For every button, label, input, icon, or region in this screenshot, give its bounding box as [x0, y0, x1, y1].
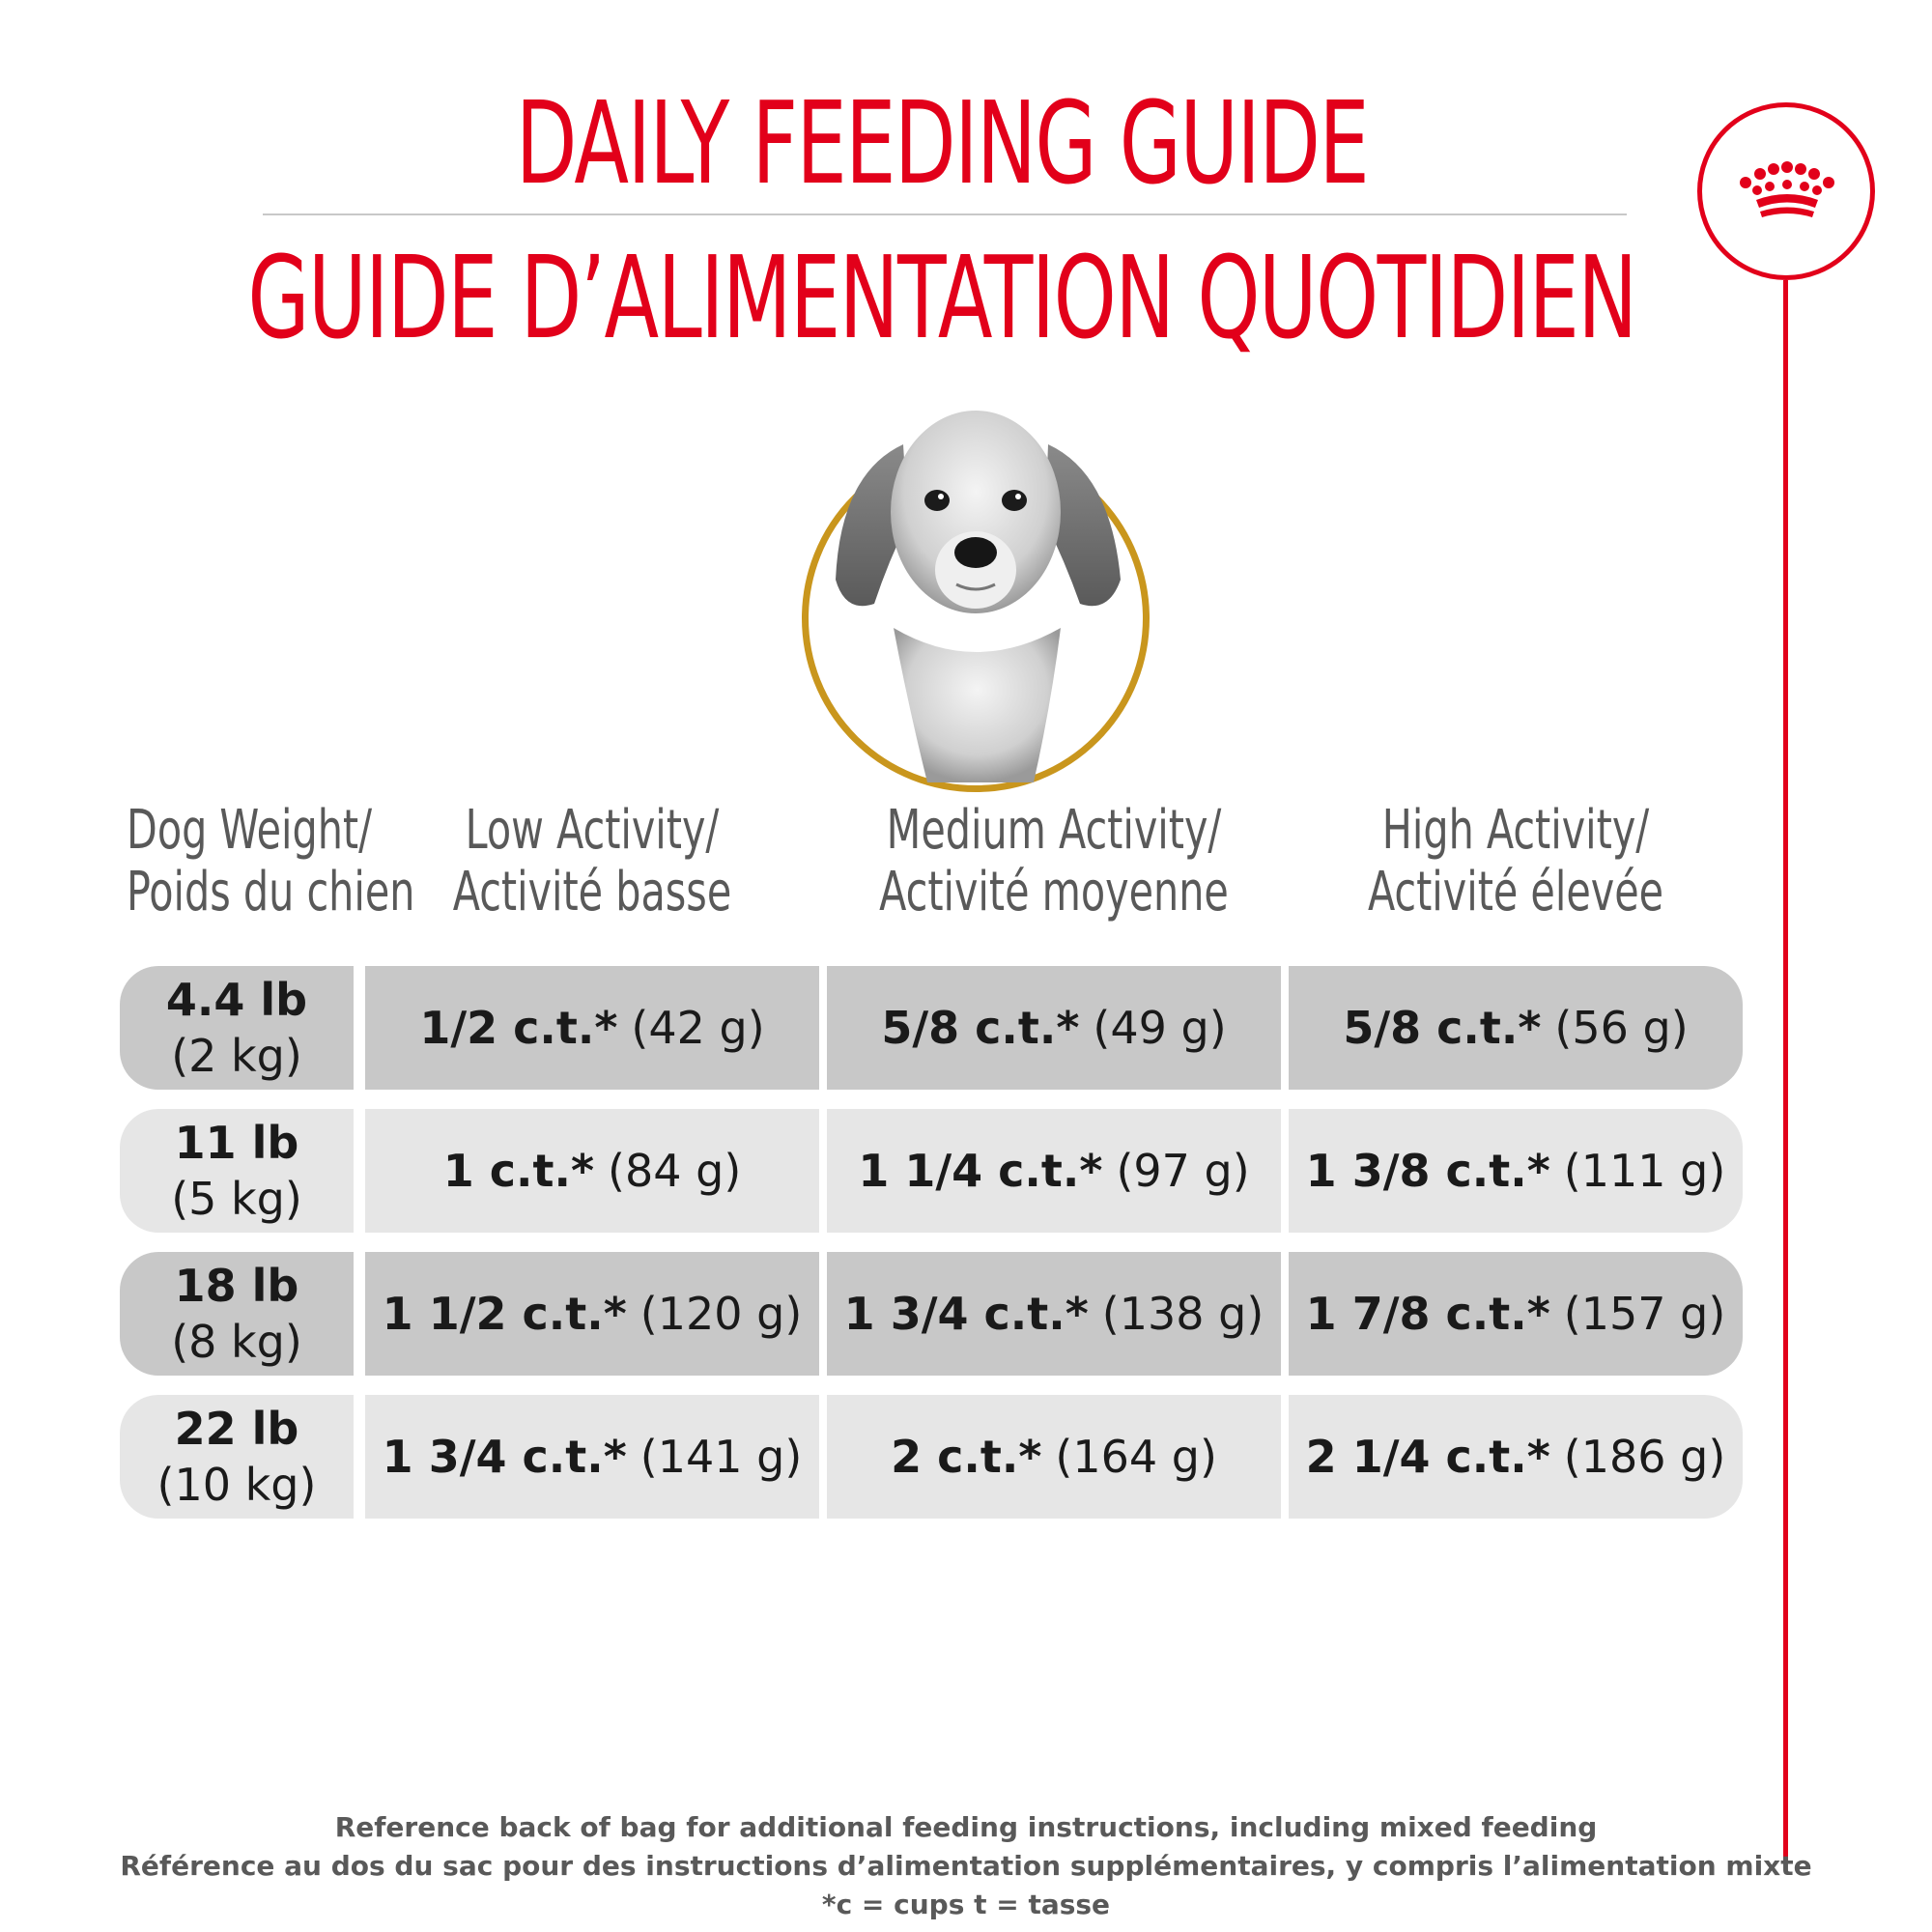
page-title: DAILY FEEDING GUIDE [515, 76, 1369, 210]
weight-cell [120, 1252, 354, 1376]
high-activity-cell [1289, 1395, 1743, 1519]
grams-amount: (97 g) [1116, 1145, 1250, 1197]
high-activity-cell [1289, 966, 1743, 1090]
dog-portrait-image [802, 386, 1150, 792]
column-header-high-activity: High Activity/ Activité élevée [1367, 799, 1664, 923]
medium-activity-cell [827, 1252, 1281, 1376]
cups-amount: 1 3/4 c.t.* [843, 1288, 1089, 1340]
cups-amount: 1 1/2 c.t.* [382, 1288, 627, 1340]
page-title-french: GUIDE D’ALIMENTATION QUOTIDIEN [247, 231, 1636, 364]
medium-activity-cell [827, 1109, 1281, 1233]
weight-lb: 18 lb [174, 1260, 299, 1312]
low-activity-cell [365, 1109, 819, 1233]
title-divider [263, 213, 1627, 215]
unit-legend: *c = cups t = tasse [821, 1889, 1111, 1920]
crown-icon [1702, 107, 1870, 275]
weight-kg: (2 kg) [171, 1030, 302, 1082]
cups-amount: 2 1/4 c.t.* [1305, 1431, 1550, 1483]
cups-amount: 1 3/4 c.t.* [382, 1431, 627, 1483]
grams-amount: (120 g) [639, 1288, 803, 1340]
column-header-low-activity: Low Activity/ Activité basse [452, 799, 732, 923]
table-row [120, 966, 1743, 1090]
cups-amount: 5/8 c.t.* [881, 1002, 1080, 1054]
footnote-english: Reference back of bag for additional feeding instructions, including mixed feeding [334, 1811, 1598, 1843]
cups-amount: 1 3/8 c.t.* [1305, 1145, 1550, 1197]
weight-kg: (5 kg) [171, 1173, 302, 1225]
grams-amount: (111 g) [1563, 1145, 1726, 1197]
weight-lb: 22 lb [174, 1403, 299, 1455]
low-activity-cell [365, 966, 819, 1090]
grams-amount: (186 g) [1563, 1431, 1726, 1483]
table-row [120, 1395, 1743, 1519]
weight-kg: (10 kg) [156, 1459, 317, 1511]
grams-amount: (164 g) [1055, 1431, 1217, 1483]
column-header-medium-activity: Medium Activity/ Activité moyenne [879, 799, 1229, 923]
table-row [120, 1252, 1743, 1376]
cups-amount: 1 1/4 c.t.* [858, 1145, 1103, 1197]
weight-cell [120, 1395, 354, 1519]
cups-amount: 1 7/8 c.t.* [1305, 1288, 1550, 1340]
medium-activity-cell [827, 966, 1281, 1090]
medium-activity-cell [827, 1395, 1281, 1519]
weight-lb: 11 lb [174, 1117, 299, 1169]
weight-cell [120, 966, 354, 1090]
low-activity-cell [365, 1395, 819, 1519]
grams-amount: (141 g) [639, 1431, 803, 1483]
high-activity-cell [1289, 1252, 1743, 1376]
high-activity-cell [1289, 1109, 1743, 1233]
low-activity-cell [365, 1252, 819, 1376]
grams-amount: (84 g) [608, 1145, 742, 1197]
cups-amount: 2 c.t.* [891, 1431, 1042, 1483]
table-row [120, 1109, 1743, 1233]
cups-amount: 5/8 c.t.* [1343, 1002, 1542, 1054]
brand-emblem [1697, 102, 1875, 280]
footnote-french: Référence au dos du sac pour des instructions d’alimentation supplémentaires, y compris l’alimentation mixte [120, 1850, 1812, 1882]
grams-amount: (157 g) [1563, 1288, 1726, 1340]
brand-accent-line [1783, 280, 1788, 1861]
weight-lb: 4.4 lb [165, 974, 308, 1026]
grams-amount: (138 g) [1101, 1288, 1264, 1340]
cups-amount: 1 c.t.* [442, 1145, 595, 1197]
grams-amount: (49 g) [1093, 1002, 1227, 1054]
grams-amount: (42 g) [631, 1002, 765, 1054]
column-header-weight: Dog Weight/ Poids du chien [127, 799, 415, 923]
grams-amount: (56 g) [1554, 1002, 1689, 1054]
weight-kg: (8 kg) [171, 1316, 302, 1368]
cups-amount: 1/2 c.t.* [419, 1002, 618, 1054]
weight-cell [120, 1109, 354, 1233]
